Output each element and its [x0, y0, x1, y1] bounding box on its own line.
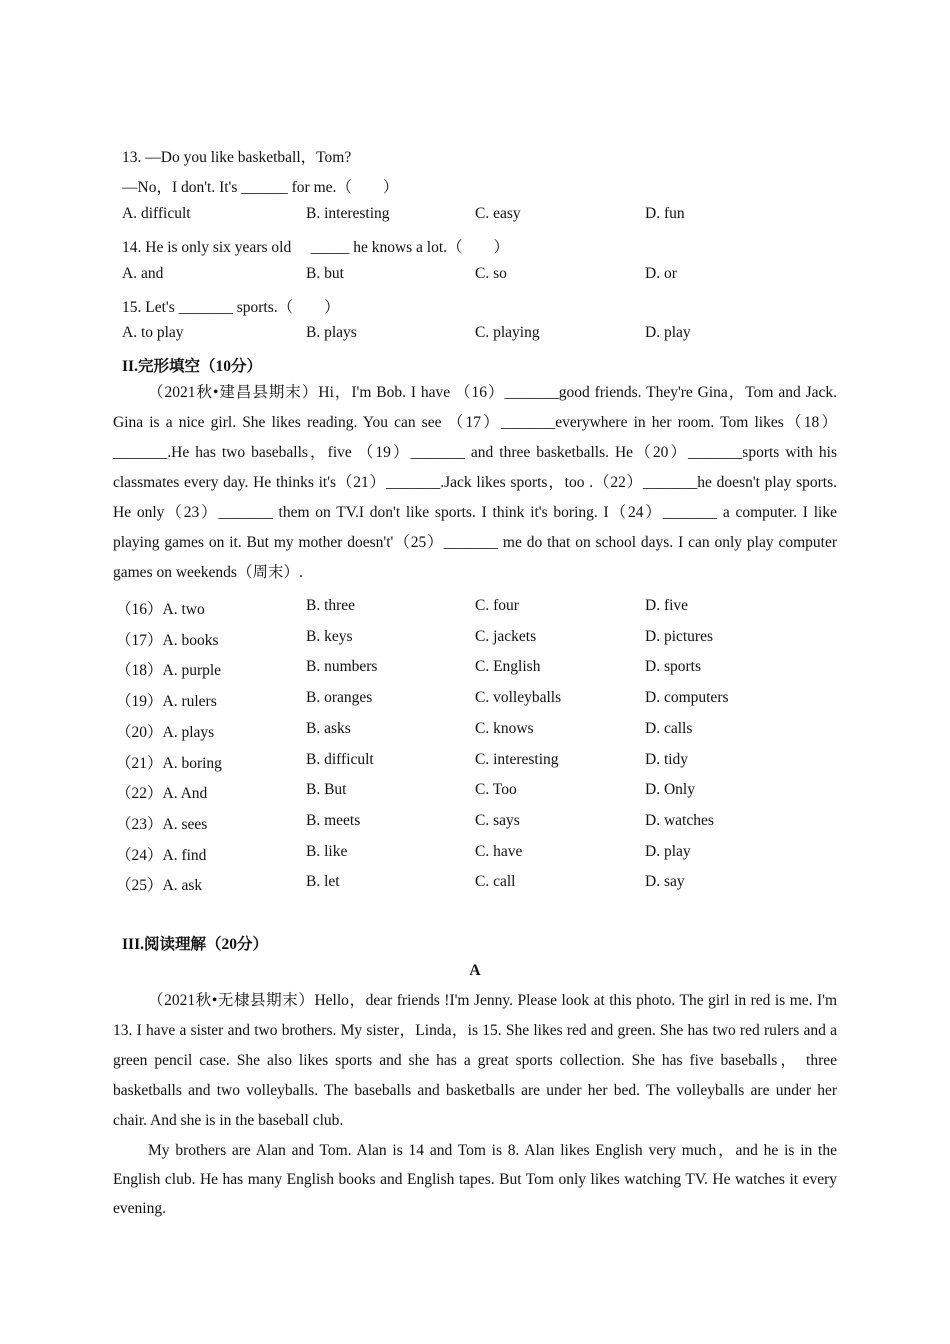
q14-stem: 14. He is only six years old _____ he knows a lot.（ ）: [122, 239, 510, 256]
cloze-option-c: C. knows: [475, 720, 534, 737]
cloze-option-d: D. tidy: [645, 751, 689, 768]
reading-paragraph-1: （2021秋•无棣县期末）Hello，dear friends !I'm Jenny. Please look at this photo. The girl in red is me. I'm 13. I have a sister and two brothers. My sister，Linda，is 15. She likes red and green. She has two red rulers and a green pencil case. She also likes sports and she has a great sports collection. She has five baseballs， three basketballs and two volleyballs. The baseballs and basketballs are under her bed. The volleyballs are under her chair. And she is in the baseball club.: [113, 992, 837, 1129]
cloze-option-d: D. watches: [645, 812, 714, 829]
cloze-passage: [113, 378, 837, 588]
q14-option-a: A. and: [122, 265, 164, 282]
q14-option-b: B. but: [306, 265, 344, 282]
cloze-option-c: C. call: [475, 873, 516, 890]
q14-option-c: C. so: [475, 265, 507, 282]
section2-heading: II.完形填空（10分）: [122, 358, 262, 375]
q13-stem: 13. —Do you like basketball，Tom?: [122, 149, 352, 166]
cloze-option-c: C. says: [475, 812, 520, 829]
cloze-option-a: （22）A. And: [116, 785, 208, 802]
cloze-option-b: B. oranges: [306, 689, 373, 706]
reading-passage: [113, 986, 837, 1223]
cloze-option-c: C. volleyballs: [475, 689, 562, 706]
q13-option-c: C. easy: [475, 205, 521, 222]
cloze-option-b: B. meets: [306, 812, 361, 829]
cloze-option-b: B. asks: [306, 720, 351, 737]
cloze-option-c: C. Too: [475, 781, 517, 798]
cloze-option-a: （19）A. rulers: [116, 693, 217, 710]
cloze-option-c: C. four: [475, 597, 519, 614]
q15-option-a: A. to play: [122, 324, 184, 341]
cloze-option-d: D. five: [645, 597, 689, 614]
cloze-option-a: （20）A. plays: [116, 724, 215, 741]
q15-stem: 15. Let's _______ sports.（ ）: [122, 299, 340, 316]
cloze-option-b: B. numbers: [306, 658, 378, 675]
cloze-option-b: B. keys: [306, 628, 353, 645]
cloze-option-c: C. have: [475, 843, 523, 860]
q15-option-c: C. playing: [475, 324, 540, 341]
section3-heading: III.阅读理解（20分）: [122, 936, 268, 953]
cloze-option-c: C. jackets: [475, 628, 537, 645]
cloze-option-b: B. difficult: [306, 751, 374, 768]
cloze-option-d: D. computers: [645, 689, 729, 706]
cloze-option-a: （25）A. ask: [116, 877, 203, 894]
q15-option-b: B. plays: [306, 324, 357, 341]
cloze-option-b: B. let: [306, 873, 340, 890]
cloze-option-c: C. interesting: [475, 751, 559, 768]
cloze-option-d: D. sports: [645, 658, 701, 675]
cloze-option-d: D. play: [645, 843, 691, 860]
cloze-option-c: C. English: [475, 658, 541, 675]
cloze-option-d: D. pictures: [645, 628, 714, 645]
cloze-option-a: （17）A. books: [116, 632, 219, 649]
cloze-option-b: B. three: [306, 597, 356, 614]
q13-reply: —No，I don't. It's ______ for me.（ ）: [122, 179, 399, 196]
q13-option-a: A. difficult: [122, 205, 191, 222]
q13-option-d: D. fun: [645, 205, 685, 222]
cloze-option-a: （16）A. two: [116, 601, 205, 618]
q15-option-d: D. play: [645, 324, 691, 341]
cloze-option-d: D. Only: [645, 781, 695, 798]
cloze-option-a: （18）A. purple: [116, 662, 222, 679]
reading-part-label: A: [469, 962, 481, 979]
q13-option-b: B. interesting: [306, 205, 390, 222]
q14-option-d: D. or: [645, 265, 677, 282]
cloze-option-b: B. like: [306, 843, 348, 860]
cloze-option-b: B. But: [306, 781, 347, 798]
cloze-option-a: （24）A. find: [116, 847, 207, 864]
cloze-option-d: D. calls: [645, 720, 693, 737]
cloze-passage-text: （2021秋•建昌县期末）Hi，I'm Bob. I have （16）_______good friends. They're Gina，Tom and Jack. Gina is a nice girl. She likes reading. You can see （17）_______everywhere in her room. Tom likes（18）_______.He has two baseballs，five （19）_______ and three basketballs. He（20）_______sports with his classmates every day. He thinks it's（21）_______.Jack likes sports，too .（22）_______he doesn't play sports. He only（23）_______ them on TV.I don't like sports. I think it's boring. I（24）_______ a computer. I like playing games on it. But my mother doesn't'（25）_______ me do that on school days. I can only play computer games on weekends（周末）.: [113, 384, 837, 581]
cloze-option-d: D. say: [645, 873, 685, 890]
reading-paragraph-2: My brothers are Alan and Tom. Alan is 14 and Tom is 8. Alan likes English very much，and he is in the English club. He has many English books and English tapes. But Tom only likes watching TV. He watches it every evening.: [113, 1142, 837, 1217]
cloze-option-a: （21）A. boring: [116, 755, 222, 772]
cloze-option-a: （23）A. sees: [116, 816, 208, 833]
